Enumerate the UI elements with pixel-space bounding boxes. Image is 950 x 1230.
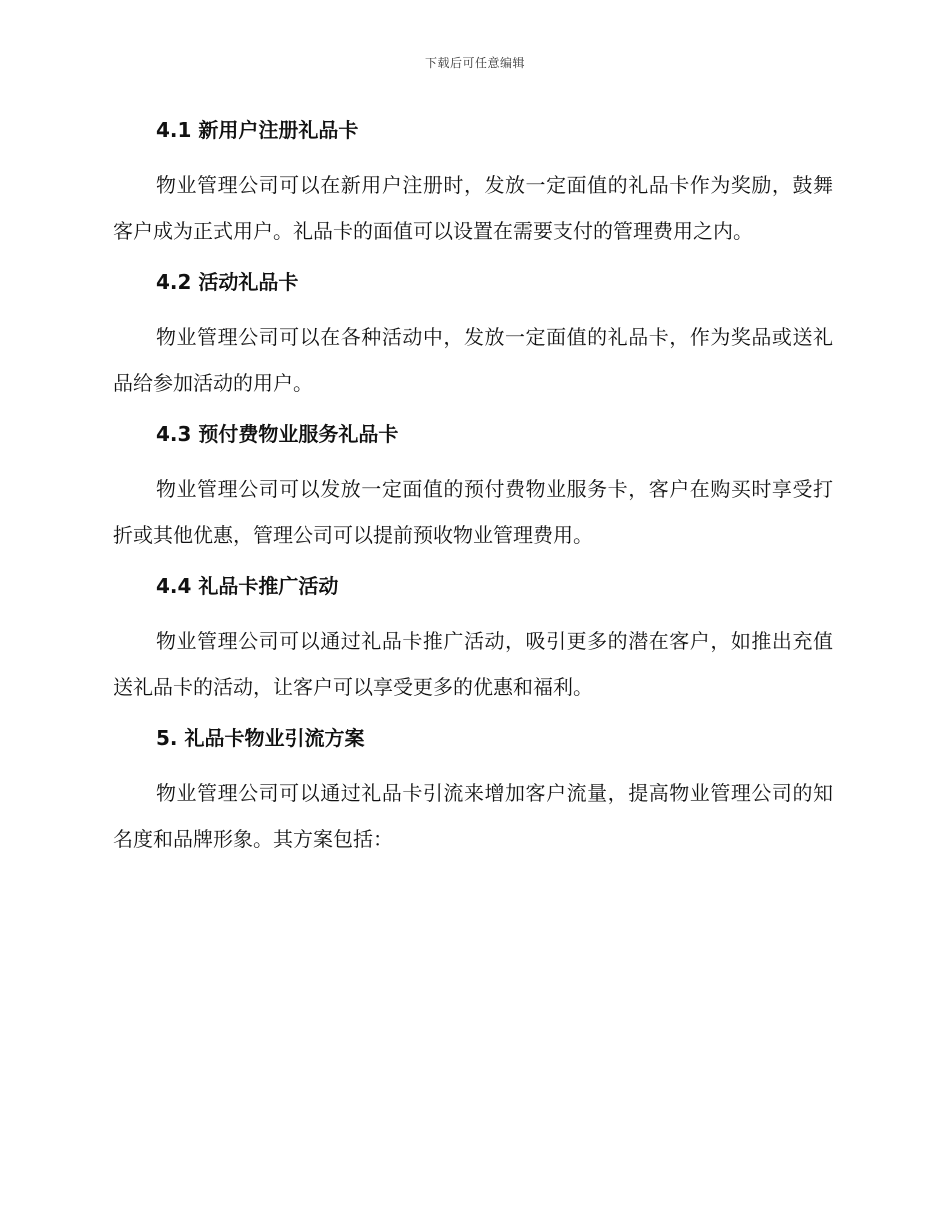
document-body (113, 110, 833, 862)
section-heading-4-4: 4.4 礼品卡推广活动 (156, 574, 339, 598)
section-heading-4-2: 4.2 活动礼品卡 (156, 270, 299, 294)
page-header: 下载后可任意编辑 (424, 56, 525, 70)
section-body-4-3: 物业管理公司可以发放一定面值的预付费物业服务卡，客户在购买时享受打折或其他优惠，管理公司可以提前预收物业管理费用。 (113, 477, 833, 547)
section-body-5: 物业管理公司可以通过礼品卡引流来增加客户流量，提高物业管理公司的知名度和品牌形象。其方案包括： (113, 781, 833, 851)
section-heading-5: 5. 礼品卡物业引流方案 (156, 726, 365, 750)
section-body-4-1: 物业管理公司可以在新用户注册时，发放一定面值的礼品卡作为奖励，鼓舞客户成为正式用户。礼品卡的面值可以设置在需要支付的管理费用之内。 (113, 173, 833, 243)
section-body-4-4: 物业管理公司可以通过礼品卡推广活动，吸引更多的潜在客户，如推出充值送礼品卡的活动，让客户可以享受更多的优惠和福利。 (113, 629, 833, 699)
section-body-4-2: 物业管理公司可以在各种活动中，发放一定面值的礼品卡，作为奖品或送礼品给参加活动的用户。 (113, 325, 833, 395)
section-heading-4-1: 4.1 新用户注册礼品卡 (156, 118, 359, 142)
section-heading-4-3: 4.3 预付费物业服务礼品卡 (156, 422, 399, 446)
